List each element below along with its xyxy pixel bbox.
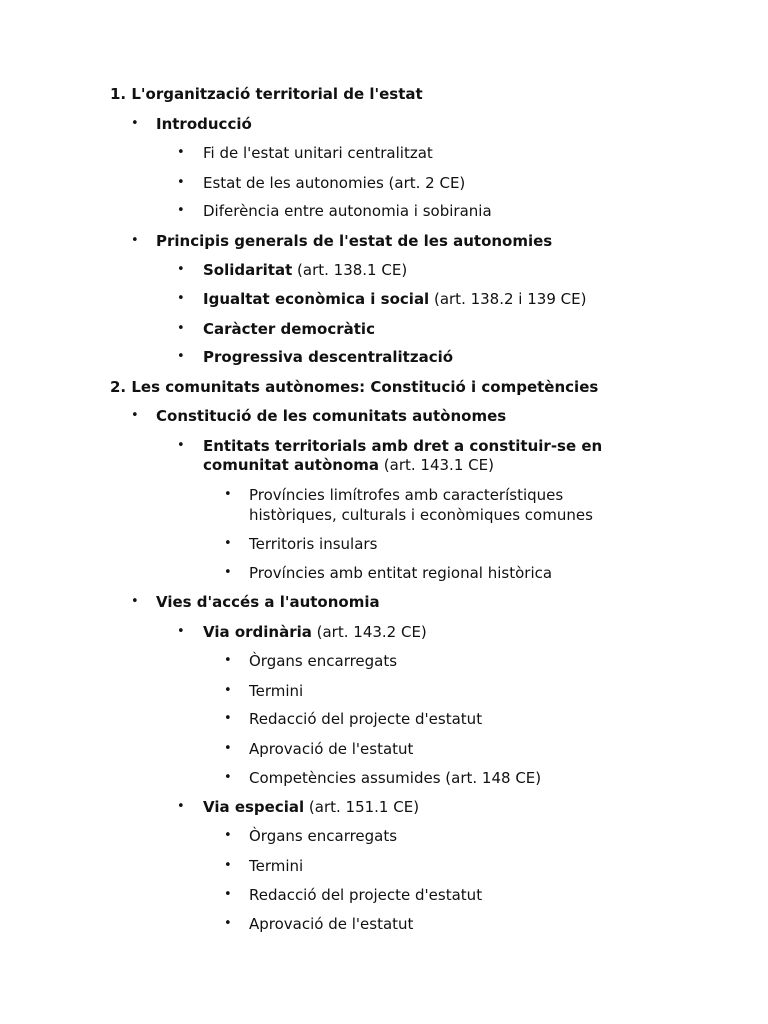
bullet-icon: • [177,624,185,639]
bullet-icon: • [177,175,185,190]
bullet-icon: • [224,770,232,785]
bullet-icon: • [177,799,185,814]
list-item [203,260,407,280]
topic-heading: Constitució de les comunitats autònomes [156,407,507,425]
bullet-icon: • [224,828,232,843]
bullet-icon: • [131,408,139,423]
bullet-icon: • [131,594,139,609]
bullet-icon: • [177,262,185,277]
list-item-continuation: històriques, culturals i econòmiques comunes [249,506,593,524]
item-term: Igualtat econòmica i social [203,290,430,308]
bullet-icon: • [224,536,232,551]
topic-heading: Principis generals de l'estat de les autonomies [156,232,553,250]
bullet-icon: • [131,116,139,131]
list-item: Aprovació de l'estatut [249,915,414,933]
bullet-icon: • [224,683,232,698]
list-item: Termini [249,682,304,700]
item-term: Via ordinària [203,623,312,641]
list-item-continuation [203,455,494,475]
list-item: Competències assumides (art. 148 CE) [249,769,542,787]
bullet-icon: • [224,487,232,502]
list-item: Termini [249,857,304,875]
list-item: Aprovació de l'estatut [249,740,414,758]
list-item: Redacció del projecte d'estatut [249,886,483,904]
article-reference: (art. 151.1 CE) [304,798,420,816]
list-item: Diferència entre autonomia i sobirania [203,202,492,220]
bullet-icon: • [224,887,232,902]
list-item [203,289,586,309]
list-item [203,797,419,817]
bullet-icon: • [177,438,185,453]
list-item: Províncies amb entitat regional històrica [249,564,553,582]
bullet-icon: • [224,653,232,668]
article-reference: (art. 143.1 CE) [379,456,494,474]
article-reference: (art. 138.2 i 139 CE) [429,290,587,308]
bullet-icon: • [177,349,185,364]
list-item: Estat de les autonomies (art. 2 CE) [203,174,466,192]
item-term: Via especial [203,798,305,816]
bullet-icon: • [177,145,185,160]
section-heading: 1. L'organització territorial de l'estat [110,85,423,103]
bullet-icon: • [177,291,185,306]
list-item [203,622,427,642]
list-item: Fi de l'estat unitari centralitzat [203,144,433,162]
item-term: comunitat autònoma [203,456,380,474]
bullet-icon: • [131,233,139,248]
bullet-icon: • [177,321,185,336]
bullet-icon: • [224,858,232,873]
bullet-icon: • [224,711,232,726]
list-item: Províncies limítrofes amb característiques [249,486,564,504]
list-item: Òrgans encarregats [249,652,398,670]
bullet-icon: • [224,916,232,931]
bullet-icon: • [177,203,185,218]
item-term: Solidaritat [203,261,293,279]
section-heading: 2. Les comunitats autònomes: Constitució i competències [110,378,599,396]
article-reference: (art. 138.1 CE) [292,261,408,279]
topic-heading: Vies d'accés a l'autonomia [156,593,380,611]
list-item: Redacció del projecte d'estatut [249,710,483,728]
list-item: Entitats territorials amb dret a constituir-se en [203,437,603,455]
bullet-icon: • [224,741,232,756]
list-item: Progressiva descentralització [203,348,454,366]
list-item: Territoris insulars [249,535,378,553]
list-item: Caràcter democràtic [203,320,375,338]
bullet-icon: • [224,565,232,580]
article-reference: (art. 143.2 CE) [311,623,427,641]
topic-heading: Introducció [156,115,252,133]
list-item: Òrgans encarregats [249,827,398,845]
